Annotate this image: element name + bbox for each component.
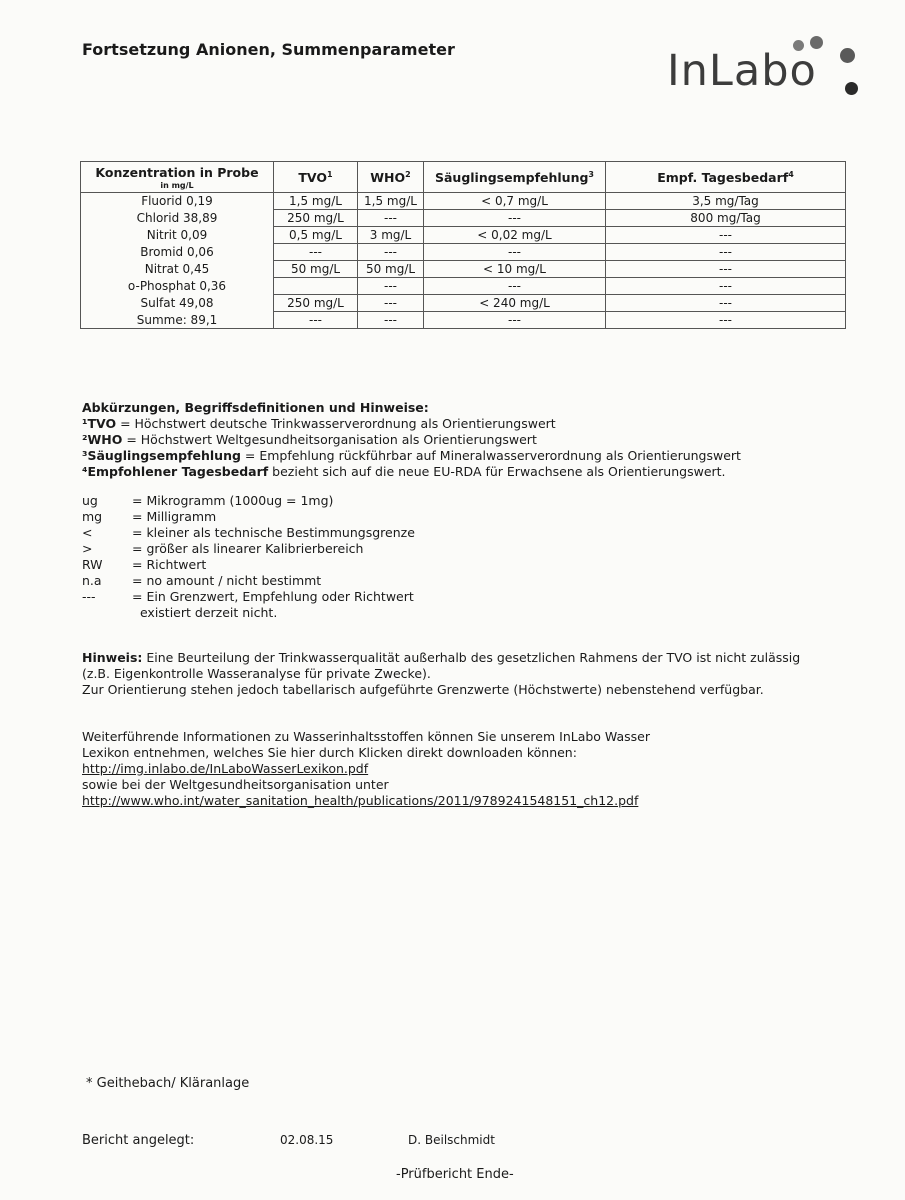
info-line: Weiterführende Informationen zu Wasserinhaltsstoffen können Sie unserem InLabo Wasser (82, 729, 650, 744)
column-header-label: WHO (370, 170, 406, 186)
abbreviation-key: < (82, 525, 93, 540)
definition-item (82, 432, 741, 448)
table-cell: --- (358, 210, 424, 227)
table-cell: --- (424, 210, 606, 227)
table-cell: --- (606, 312, 846, 329)
table-cell: < 0,7 mg/L (424, 193, 606, 210)
abbreviation-row (82, 605, 582, 621)
table-cell: --- (424, 312, 606, 329)
table-cell: --- (274, 312, 358, 329)
table-cell: Nitrat 0,45 (81, 261, 274, 278)
footnote-marker: 4 (788, 170, 794, 180)
table-row (81, 193, 846, 210)
definition-key: ³Säuglingsempfehlung (82, 448, 241, 463)
table-cell: o-Phosphat 0,36 (81, 278, 274, 295)
table-cell: 250 mg/L (274, 210, 358, 227)
abbreviation-row (82, 493, 582, 509)
table-cell: 0,5 mg/L (274, 227, 358, 244)
footnote-marker: 2 (405, 170, 411, 180)
logo-text: InLabo (667, 46, 817, 96)
abbreviation-value: = größer als linearer Kalibrierbereich (132, 541, 364, 556)
column-header (424, 162, 606, 193)
report-end: -Prüfbericht Ende- (396, 1167, 514, 1182)
hint-label: Hinweis: (82, 650, 143, 665)
column-header-label: TVO (298, 170, 328, 186)
column-header (274, 162, 358, 193)
table-cell: --- (358, 278, 424, 295)
table-cell: --- (358, 312, 424, 329)
table-cell: --- (606, 261, 846, 278)
table-cell: 50 mg/L (358, 261, 424, 278)
table-cell: --- (274, 244, 358, 261)
table-cell: 3,5 mg/Tag (606, 193, 846, 210)
definition-text: bezieht sich auf die neue EU-RDA für Erwachsene als Orientierungswert. (268, 464, 726, 479)
abbreviation-row (82, 589, 582, 605)
inlabo-logo (665, 32, 865, 107)
definition-key: ²WHO (82, 432, 123, 447)
table-row (81, 261, 846, 278)
footnote-marker: 1 (327, 170, 333, 180)
abbreviation-value: = Richtwert (132, 557, 207, 572)
hint-line: Eine Beurteilung der Trinkwasserqualität außerhalb des gesetzlichen Rahmens der TVO ist nicht zulässig (142, 650, 801, 665)
table-cell: --- (424, 278, 606, 295)
abbreviation-value: existiert derzeit nicht. (132, 605, 278, 620)
table-cell: --- (606, 244, 846, 261)
abbreviation-value: = no amount / nicht bestimmt (132, 573, 322, 588)
table-row (81, 227, 846, 244)
footnote-marker: 3 (588, 170, 594, 180)
abbreviation-row (82, 557, 582, 573)
table-cell: 1,5 mg/L (358, 193, 424, 210)
table-cell: 3 mg/L (358, 227, 424, 244)
results-table (80, 161, 846, 329)
column-header-label: Säuglingsempfehlung (434, 170, 589, 186)
table-cell: 250 mg/L (274, 295, 358, 312)
definitions (82, 400, 741, 480)
table-row (81, 278, 846, 295)
table-cell: --- (358, 295, 424, 312)
logo-dot-icon (840, 48, 855, 63)
definition-text: = Höchstwert Weltgesundheitsorganisation als Orientierungswert (122, 432, 537, 447)
abbreviation-row (82, 509, 582, 525)
table-cell: Summe: 89,1 (81, 312, 274, 329)
table-row (81, 295, 846, 312)
table-row (81, 312, 846, 329)
abbreviation-key: RW (82, 557, 103, 572)
table-cell: Fluorid 0,19 (81, 193, 274, 210)
column-header (81, 162, 274, 193)
table-cell: Nitrit 0,09 (81, 227, 274, 244)
abbreviation-key: n.a (82, 573, 102, 588)
table-row (81, 244, 846, 261)
table-cell: --- (606, 295, 846, 312)
definition-key: ¹TVO (82, 416, 117, 431)
abbreviation-value: = Milligramm (132, 509, 217, 524)
table-cell (274, 278, 358, 295)
abbreviation-value: = Ein Grenzwert, Empfehlung oder Richtwert (132, 589, 414, 604)
abbreviation-value: = Mikrogramm (1000ug = 1mg) (132, 493, 334, 508)
hint-line: (z.B. Eigenkontrolle Wasseranalyse für private Zwecke). (82, 666, 431, 681)
hint-line: Zur Orientierung stehen jedoch tabellarisch aufgeführte Grenzwerte (Höchstwerte) nebenstehend verfügbar. (82, 682, 764, 697)
definition-item (82, 448, 741, 464)
definition-key: ⁴Empfohlener Tagesbedarf (82, 464, 269, 479)
table-cell: --- (424, 244, 606, 261)
table-cell: --- (606, 227, 846, 244)
table-row (81, 210, 846, 227)
table-cell: < 10 mg/L (424, 261, 606, 278)
abbreviation-row (82, 573, 582, 589)
table-cell: --- (358, 244, 424, 261)
definitions-heading: Abkürzungen, Begriffsdefinitionen und Hinweise: (82, 400, 429, 415)
column-header-unit: in mg/L (160, 180, 194, 190)
footnote: * Geithebach/ Kläranlage (86, 1076, 250, 1091)
info-line: sowie bei der Weltgesundheitsorganisation unter (82, 777, 389, 792)
abbreviation-row (82, 541, 582, 557)
abbreviation-key: mg (82, 509, 103, 524)
definition-text: = Höchstwert deutsche Trinkwasserverordnung als Orientierungswert (116, 416, 556, 431)
abbreviation-key: --- (82, 589, 96, 604)
table-cell: < 240 mg/L (424, 295, 606, 312)
definition-item (82, 416, 741, 432)
column-header-label: Empf. Tagesbedarf (657, 170, 789, 186)
table-cell: 50 mg/L (274, 261, 358, 278)
definition-text: = Empfehlung rückführbar auf Mineralwasserverordnung als Orientierungswert (240, 448, 741, 463)
abbreviation-key: > (82, 541, 93, 556)
report-label: Bericht angelegt: (82, 1133, 195, 1148)
table-cell: Sulfat 49,08 (81, 295, 274, 312)
abbreviation-row (82, 525, 582, 541)
abbreviation-key: ug (82, 493, 98, 508)
abbreviations (82, 493, 582, 621)
column-header (358, 162, 424, 193)
table-cell: 1,5 mg/L (274, 193, 358, 210)
info (82, 729, 650, 809)
lexikon-link[interactable]: http://img.inlabo.de/InLaboWasserLexikon.pdf (82, 761, 369, 776)
table-cell: < 0,02 mg/L (424, 227, 606, 244)
report-date: 02.08.15 (280, 1133, 334, 1147)
table-cell: 800 mg/Tag (606, 210, 846, 227)
page-title: Fortsetzung Anionen, Summenparameter (82, 40, 455, 59)
abbreviation-value: = kleiner als technische Bestimmungsgrenze (132, 525, 415, 540)
definition-item (82, 464, 741, 480)
column-header (606, 162, 846, 193)
table-cell: --- (606, 278, 846, 295)
table-cell: Bromid 0,06 (81, 244, 274, 261)
logo-dot-icon (845, 82, 858, 95)
column-header-label: Konzentration in Probe (95, 164, 259, 180)
who-link[interactable]: http://www.who.int/water_sanitation_health/publications/2011/9789241548151_ch12.pdf (82, 793, 639, 808)
hint (82, 650, 800, 698)
report-author: D. Beilschmidt (408, 1133, 495, 1147)
info-line: Lexikon entnehmen, welches Sie hier durch Klicken direkt downloaden können: (82, 745, 577, 760)
table-cell: Chlorid 38,89 (81, 210, 274, 227)
